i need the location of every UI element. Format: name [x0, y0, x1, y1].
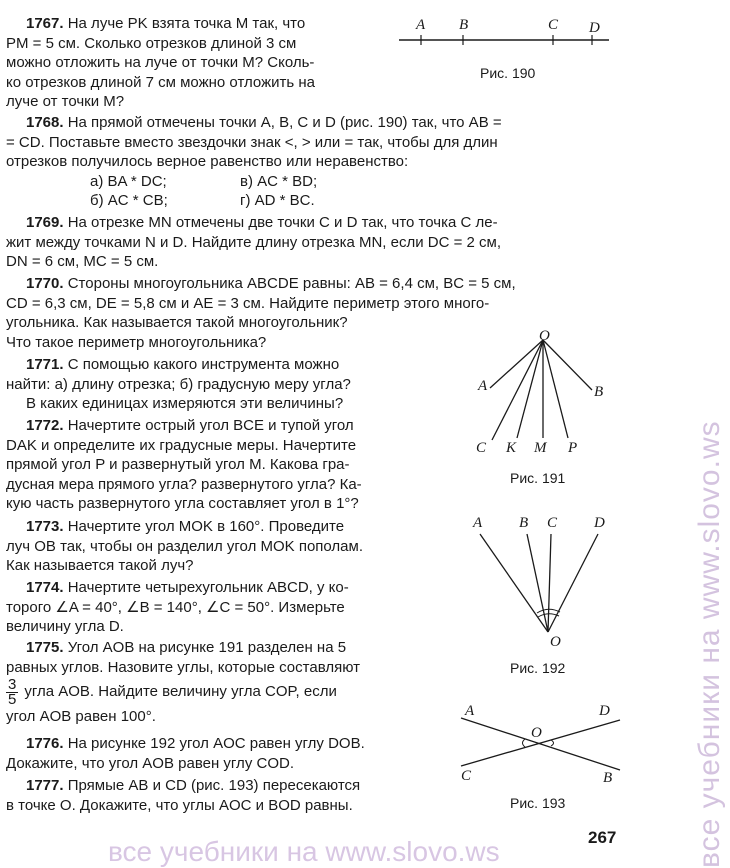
fraction-denominator: 5 [8, 690, 17, 708]
fraction-three-fifths [6, 675, 18, 708]
point-label-b: B [603, 770, 613, 786]
point-label-p: P [568, 440, 578, 456]
problem-text: луче от точки M? [6, 93, 125, 110]
problem-text: Угол AOB на рисунке 191 разделен на 5 [67, 639, 347, 656]
point-label-b: B [459, 17, 469, 33]
watermark-bottom: все учебники на www.slovo.ws [108, 836, 500, 867]
problem-number: 1774. [26, 579, 64, 596]
figure-caption: Рис. 193 [510, 795, 566, 811]
problem-text: Начертите острый угол BCE и тупой угол [67, 417, 354, 434]
point-label-o: O [531, 725, 542, 741]
figure-193 [455, 700, 630, 785]
problem-text: найти: а) длину отрезка; б) градусную меру угла? [6, 375, 351, 393]
problem-1769 [6, 213, 501, 272]
problem-number: 1777. [26, 777, 64, 794]
problem-text: Прямые AB и CD (рис. 193) пересекаются [67, 777, 361, 794]
problem-text: Докажите, что угол AOB равен углу COD. [6, 754, 294, 772]
problem-text: Начертите четырехугольник ABCD, у ко- [67, 579, 349, 596]
problem-number: 1771. [26, 356, 64, 373]
point-label-a: A [473, 515, 483, 531]
problem-text: луч OB так, чтобы он разделил угол MOK пополам. [6, 537, 364, 555]
point-label-a: A [465, 703, 475, 719]
problem-text: На прямой отмечены точки A, B, C и D (рис. 190) так, что AB = [67, 114, 502, 131]
problem-text: равных углов. Назовите углы, которые составляют [6, 658, 360, 676]
problem-1767 [6, 14, 315, 112]
point-label-o: O [550, 634, 561, 650]
figure-caption: Рис. 190 [480, 65, 536, 81]
point-label-c: C [547, 515, 558, 531]
point-label-c: C [548, 17, 559, 33]
watermark-side: все учебники на www.slovo.ws [693, 420, 726, 868]
problem-text: можно отложить на луче от точки M? Сколь- [6, 54, 315, 71]
problem-1773 [6, 517, 363, 576]
problem-number: 1768. [26, 114, 64, 131]
problem-number: 1773. [26, 518, 64, 535]
problem-1774 [6, 578, 349, 637]
problem-text: жит между точками N и D. Найдите длину отрезка MN, если DC = 2 см, [6, 233, 502, 251]
problem-1770 [6, 274, 516, 352]
figure-caption: Рис. 192 [510, 660, 566, 676]
problem-text: PM = 5 см. Сколько отрезков длиной 3 см [6, 34, 297, 52]
problem-text: Как называется такой луч? [6, 557, 194, 574]
problem-text: в точке O. Докажите, что углы AOC и BOD равны. [6, 796, 353, 814]
problem-text: угольника. Как называется такой многоугольник? [6, 314, 348, 331]
point-label-b: B [594, 384, 604, 400]
option-a: а) BA * DC; [90, 173, 167, 190]
problem-text: С помощью какого инструмента можно [67, 356, 340, 373]
problem-text: дусная мера прямого угла? развернутого угла? Ка- [6, 475, 362, 493]
problem-text: CD = 6,3 см, DE = 5,8 см и AE = 3 см. Найдите периметр этого много- [6, 294, 490, 312]
problem-number: 1775. [26, 639, 64, 656]
problem-text: DAK и определите их градусные меры. Начертите [6, 436, 357, 454]
point-label-d: D [594, 515, 605, 531]
problem-text: = CD. Поставьте вместо звездочки знак <, > или = так, чтобы для длин [6, 133, 498, 151]
problem-number: 1770. [26, 275, 64, 292]
problem-text: На отрезке MN отмечены две точки C и D так, что точка C ле- [67, 214, 498, 231]
problem-text: Что такое периметр многоугольника? [6, 333, 267, 351]
problem-text: ко отрезков длиной 7 см можно отложить на [6, 73, 315, 91]
problem-text: прямой угол P и развернутый угол M. Какова гра- [6, 456, 350, 473]
problem-1775 [6, 638, 360, 727]
problem-1768 [6, 113, 502, 172]
problem-1771 [6, 355, 351, 414]
problem-1777 [6, 776, 360, 815]
problem-text: угол AOB равен 100°. [6, 708, 156, 725]
problem-text: На рисунке 192 угол AOC равен углу DOB. [67, 735, 365, 752]
problem-number: 1772. [26, 417, 64, 434]
point-label-c: C [476, 440, 487, 456]
figure-190 [395, 12, 615, 52]
point-label-k: K [506, 440, 517, 456]
problem-1776 [6, 734, 365, 773]
figure-caption: Рис. 191 [510, 470, 566, 486]
problem-text: угла AOB. Найдите величину угла COP, если [24, 683, 337, 700]
problem-text: Начертите угол MOK в 160°. Проведите [67, 518, 345, 535]
problem-text: отрезков получилось верное равенство или неравенство: [6, 153, 409, 170]
point-label-d: D [599, 703, 610, 719]
problem-text: величину угла D. [6, 618, 124, 635]
problem-number: 1767. [26, 15, 64, 32]
page-number: 267 [588, 828, 617, 847]
problem-number: 1769. [26, 214, 64, 231]
option-d: г) AD * BC. [240, 192, 315, 209]
figure-191 [470, 328, 620, 458]
problem-text: В каких единицах измеряются эти величины? [26, 395, 344, 412]
point-label-c: C [461, 768, 472, 784]
fraction-numerator: 3 [8, 675, 17, 693]
problem-number: 1776. [26, 735, 64, 752]
point-label-o: O [539, 328, 550, 344]
point-label-d: D [589, 20, 600, 36]
problem-text: кую часть развернутого угла составляет угол в 1°? [6, 495, 359, 512]
problem-text: торого ∠A = 40°, ∠B = 140°, ∠C = 50°. Измерьте [6, 598, 345, 616]
problem-text: DN = 6 см, MC = 5 см. [6, 253, 159, 270]
point-label-b: B [519, 515, 529, 531]
problem-text: На луче PK взята точка M так, что [67, 15, 306, 32]
point-label-m: M [534, 440, 547, 456]
problem-text: Стороны многоугольника ABCDE равны: AB = 6,4 см, BC = 5 см, [67, 275, 516, 292]
problem-1772 [6, 416, 362, 514]
point-label-a: A [478, 378, 488, 394]
figure-192 [465, 512, 615, 650]
option-b: б) AC * CB; [90, 192, 168, 209]
point-label-a: A [416, 17, 426, 33]
option-c: в) AC * BD; [240, 173, 318, 190]
